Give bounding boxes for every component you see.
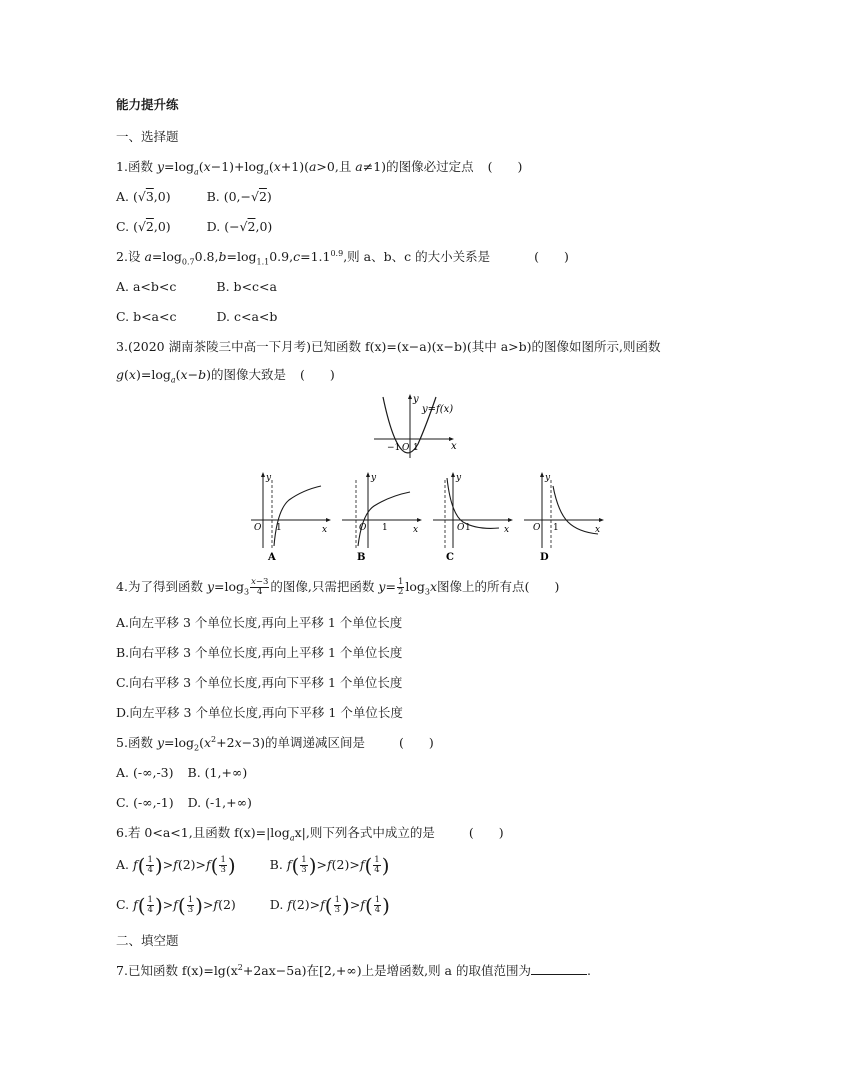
svg-text:1: 1 (553, 523, 559, 533)
option-graph-b (338, 470, 428, 564)
question-3-line2: $g(x)=\log_a(x-b)$的图像大致是 ( ) (116, 367, 335, 385)
main-graph-origin: O (402, 443, 410, 453)
svg-text:x: x (413, 525, 419, 535)
answer-paren: ( ) (487, 159, 523, 174)
main-graph-tick-1: 1 (413, 443, 419, 453)
svg-text:x: x (322, 525, 328, 535)
question-4-option-a: A.向左平移 3 个单位长度,再向上平移 1 个单位长度 (116, 615, 403, 630)
option-graph-c (429, 470, 519, 564)
question-5: 5.函数 $y=\log_2(x^2+2x-3)$的单调递减区间是 ( ) (116, 734, 434, 753)
svg-text:y: y (371, 473, 377, 483)
question-5-options-row1: A. (-∞,-3) B. (1,+∞) (116, 765, 248, 780)
question-2: 2.设 $a=\log_{0.7}0.8,b=\log_{1.1}0.9,c=1.1^{0.9}$,则 a、b、c 的大小关系是 ( ) (116, 248, 569, 267)
main-graph-ylabel: y (413, 394, 419, 405)
svg-text:O: O (254, 523, 262, 533)
question-4-option-b: B.向右平移 3 个单位长度,再向上平移 1 个单位长度 (116, 645, 403, 660)
question-4-option-d: D.向左平移 3 个单位长度,再向下平移 1 个单位长度 (116, 705, 403, 720)
question-3: 3.(2020 湖南茶陵三中高一下月考)已知函数 f(x)=(x−a)(x−b)(其中 a>b)的图像如图所示,则函数 (116, 339, 661, 354)
option-graph-d-label: D (540, 552, 549, 563)
main-graph-tick-neg1: −1 (387, 443, 401, 453)
question-6: 6.若 0<a<1,且函数 $f(x)=|\log_ax|$,则下列各式中成立的是 ( ) (116, 825, 504, 843)
question-4-option-c: C.向右平移 3 个单位长度,再向下平移 1 个单位长度 (116, 675, 403, 690)
svg-text:O: O (533, 523, 541, 533)
part2-title: 二、填空题 (116, 933, 179, 948)
svg-text:1: 1 (276, 523, 282, 533)
question-5-options-row2: C. (-∞,-1) D. (-1,+∞) (116, 795, 252, 810)
answer-blank[interactable] (531, 962, 587, 975)
svg-text:y: y (266, 473, 272, 483)
section-title: 能力提升练 (116, 97, 179, 112)
part1-title: 一、选择题 (116, 129, 179, 144)
svg-text:1: 1 (382, 523, 388, 533)
question-7: 7.已知函数 $f(x)=\lg(x^2+2ax-5a)$在[2,+∞)上是增函数,则 a 的取值范围为 . (116, 962, 591, 978)
svg-text:y: y (545, 473, 551, 483)
question-4: 4.为了得到函数 $y=\log_3$ $\frac{x-3}{4}$ 的图像,只需把函数 y= $\frac{1}{2}$ $\log_3x$图像上的所有点( ) (116, 577, 560, 597)
option-graph-a (247, 470, 337, 564)
question-1-options-row1: A. (√3,0) B. (0,−√2) (116, 189, 272, 204)
question-6-options-row1: A. f( $\frac{1}{4}$ )>f(2)>f( $\frac{1}{3}$ ) B. f( $\frac{1}{3}$ )>f(2)>f( $\frac{1}{4}$ ) (116, 853, 390, 878)
svg-text:O: O (457, 523, 465, 533)
question-1: 1.函数 $y=\log_a(x-1)+\log_a(x+1)(a>0$,且 a≠1)的图像必过定点 ( ) (116, 159, 523, 177)
option-graph-c-label: C (446, 552, 454, 563)
option-graph-d (520, 470, 610, 564)
svg-text:y: y (456, 473, 462, 483)
svg-text:x: x (595, 525, 601, 535)
question-2-options-row1: A. a<b<c B. b<c<a (116, 279, 277, 294)
question-2-options-row2: C. b<a<c D. c<a<b (116, 309, 278, 324)
option-graph-b-label: B (357, 552, 366, 563)
svg-text:1: 1 (465, 523, 471, 533)
svg-text:O: O (359, 523, 367, 533)
question-1-options-row2: C. (√2,0) D. (−√2,0) (116, 219, 273, 234)
question-6-options-row2: C. f( $\frac{1}{4}$ )>f( $\frac{1}{3}$ )>f(2) D. f(2)>f( $\frac{1}{3}$ )>f( $\frac{1}{4}$ ) (116, 893, 390, 918)
main-graph-curve-label: y=f(x) (422, 404, 454, 415)
main-graph-xlabel: x (451, 441, 457, 452)
main-function-graph (370, 392, 470, 462)
svg-text:x: x (504, 525, 510, 535)
option-graph-a-label: A (268, 552, 276, 563)
